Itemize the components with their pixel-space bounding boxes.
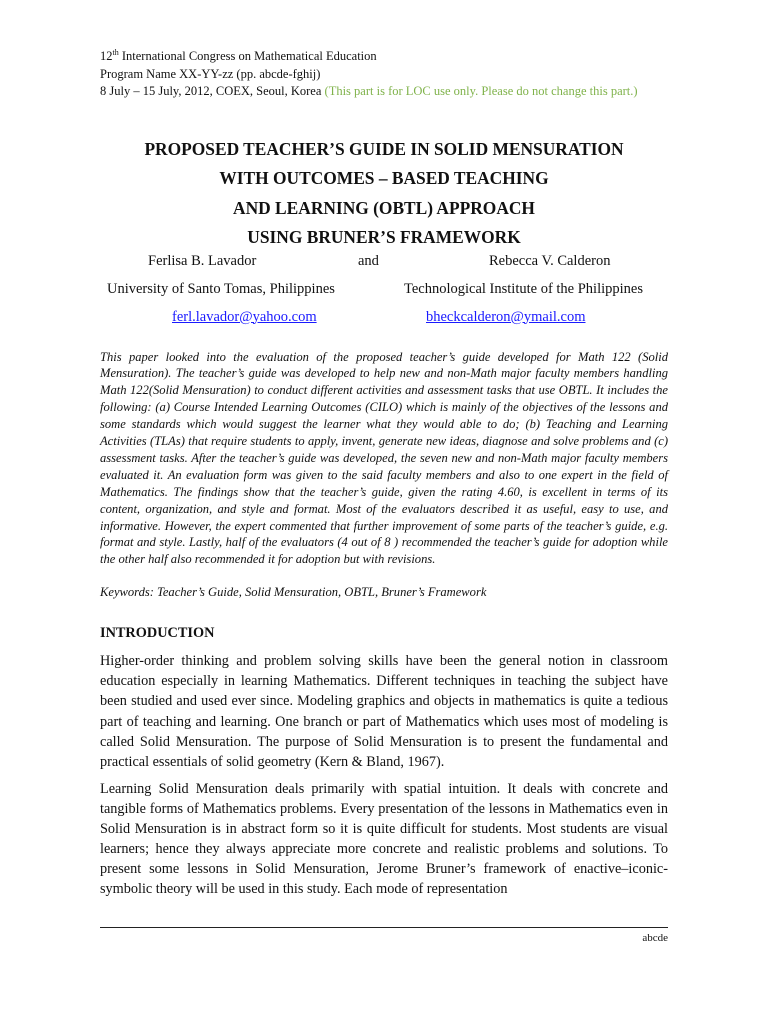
- congress-name: International Congress on Mathematical Education: [118, 49, 377, 63]
- ordinal-number: 12: [100, 49, 113, 63]
- introduction-heading: INTRODUCTION: [100, 625, 215, 642]
- author-conjunction: and: [358, 252, 379, 269]
- congress-line: [100, 48, 668, 66]
- introduction-paragraph: Learning Solid Mensuration deals primarily with spatial intuition. It deals with concrete and tangible forms of Mathematics problems. Every presentation of the lessons in Mathematics even in Solid Mensuration is in abstract form so it is quite difficult for students. Most students are visual learners; hence they always appreciate more concrete and realistic problems and solutions. To present some lessons in Solid Mensuration, Jerome Bruner’s framework of enactive–iconic-symbolic theory will be used in this study. Each mode of representation: [100, 780, 668, 898]
- second-author-affiliation: Technological Institute of the Philippines: [404, 280, 643, 297]
- author-block: [100, 253, 668, 335]
- second-author-email-link[interactable]: bheckcalderon@ymail.com: [426, 308, 586, 325]
- footer-rule: [100, 927, 668, 928]
- dates-text: 8 July – 15 July, 2012, COEX, Seoul, Korea: [100, 84, 325, 98]
- dates-line: [100, 83, 668, 101]
- first-author-affiliation: University of Santo Tomas, Philippines: [107, 280, 335, 297]
- loc-note: (This part is for LOC use only. Please do not change this part.): [324, 84, 638, 98]
- title-line: PROPOSED TEACHER’S GUIDE IN SOLID MENSURATION: [144, 138, 624, 159]
- introduction-paragraph: Higher-order thinking and problem solving skills have been the general notion in classroom education especially in learning Mathematics. Different techniques in teaching the subject have been studied and used ever since. Modeling graphics and objects in mathematics is quite a tedious part of teaching and learning. One branch or part of Mathematics which uses most of modeling is called Solid Mensuration. The purpose of Solid Mensuration is to present the fundamental and practical essentials of solid geometry (Kern & Bland, 1967).: [100, 653, 668, 770]
- program-line: Program Name XX-YY-zz (pp. abcde-fghij): [100, 66, 321, 81]
- title-line: AND LEARNING (OBTL) APPROACH: [233, 197, 535, 218]
- second-author-name: Rebecca V. Calderon: [489, 252, 611, 269]
- congress-header: [100, 48, 668, 101]
- keywords: Keywords: Teacher’s Guide, Solid Mensuration, OBTL, Bruner’s Framework: [100, 585, 487, 600]
- first-author-email-link[interactable]: ferl.lavador@yahoo.com: [172, 308, 317, 325]
- title-line: WITH OUTCOMES – BASED TEACHING: [219, 168, 549, 188]
- abstract: This paper looked into the evaluation of the proposed teacher’s guide developed for Math 122 (Solid Mensuration). The teacher’s guide was developed to help new and non-Math major faculty members handling Math 122(Solid Mensuration) to conduct different activities and assessment tasks that use OBTL. It includes the following: (a) Course Intended Learning Outcomes (CILO) which is mainly of the objectives of the lessons and some standards which would suggest the learner what they would able to do; (b) Teaching and Learning Activities (TLAs) that require students to apply, invent, generate new ideas, diagnose and solve problems and (c) assessment tasks. After the teacher’s guide was developed, the seven new and non-Math major faculty members evaluated it. An evaluation form was given to the said faculty members and also to one expert in the field of Mathematics. The findings show that the teacher’s guide, given the rating 4.60, is excellent in terms of its content, organization, and style and format. Most of the evaluators described it as useful, easy to use, and informative. However, the expert commented that further improvement of some parts of the teacher’s guide, e.g. format and style. Lastly, half of the evaluators (4 out of 8 ) recommended the teacher’s guide for adoption while the other half also recommended it for adoption but with revisions.: [100, 349, 668, 567]
- first-author-name: Ferlisa B. Lavador: [148, 252, 257, 269]
- paper-page: [100, 48, 668, 899]
- footer-page-label: abcde: [642, 932, 668, 944]
- title-line: USING BRUNER’S FRAMEWORK: [247, 227, 521, 247]
- paper-title: [100, 135, 668, 253]
- ordinal-suffix: th: [112, 47, 119, 57]
